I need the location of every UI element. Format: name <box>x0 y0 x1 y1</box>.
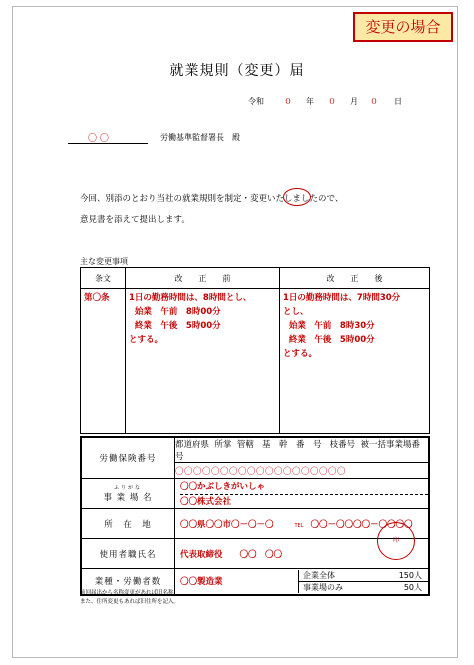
name-label-cell <box>81 479 175 509</box>
body-line-2: 意見書を添えて提出します。 <box>80 215 190 225</box>
industry-label: 業種・労働者数 <box>81 569 175 595</box>
col-after: 改 正 後 <box>280 268 430 289</box>
changes-table <box>80 267 430 434</box>
insurance-label: 労働保険番号 <box>81 437 175 479</box>
industry-value: 〇〇製造業 <box>175 570 299 593</box>
employer-table <box>80 436 430 596</box>
after-cell: 1日の勤務時間は、7時間30分 とし、 始業 午前 8時30分 終業 午後 5時00分 とする。 <box>280 289 430 434</box>
page-title: 就業規則（変更）届 <box>169 63 305 79</box>
henko-circle <box>283 188 311 206</box>
address-label: 所 在 地 <box>81 509 175 539</box>
name-label: 事 業 場 名 <box>103 493 153 503</box>
body-line-1: 今回、別添のとおり当社の就業規則を制定・変更いたしましたので、 <box>80 194 344 204</box>
count-all-value: 150人 <box>377 570 428 582</box>
count-site-value: 50人 <box>403 582 422 592</box>
month-unit: 月 <box>350 97 358 106</box>
col-before: 改 正 前 <box>126 268 280 289</box>
rep-value: 代表取締役 〇〇 〇〇 <box>175 539 430 569</box>
day-value: ０ <box>370 97 378 106</box>
name-cell <box>175 479 430 509</box>
furigana-label: ふりがな <box>113 485 142 491</box>
addressee-name: 〇 〇 <box>88 134 109 144</box>
tel-label: TEL <box>294 522 304 529</box>
before-cell: 1日の勤務時間は、8時間とし、 始業 午前 8時00分 終業 午後 5時00分 とする。 <box>126 289 280 434</box>
insurance-number: 〇〇〇〇〇〇〇〇〇〇〇〇〇〇〇〇〇〇〇 <box>175 463 430 479</box>
changes-section-title: 主な変更事項 <box>80 257 128 266</box>
col-article: 条文 <box>81 268 126 289</box>
day-unit: 日 <box>394 97 402 106</box>
article-cell: 第〇条 <box>81 289 126 434</box>
address-value: 〇〇県〇〇市〇－〇－〇 <box>180 519 274 530</box>
addressee-office: 労働基準監督署長 殿 <box>160 133 240 142</box>
month-value: ０ <box>328 97 336 106</box>
rep-label: 使用者職氏名 <box>81 539 175 569</box>
company-seal: 印 <box>377 522 415 560</box>
footnote <box>80 589 440 607</box>
addressee-underline <box>68 143 148 144</box>
count-all-label: 企業全体 <box>299 570 377 582</box>
count-site-label: 事業場のみ <box>303 582 343 592</box>
furigana-value: 〇〇かぶしきがいしゃ <box>180 480 428 495</box>
change-case-badge: 変更の場合 <box>353 12 453 42</box>
insurance-subheaders: 都道府県 所掌 管轄 基 幹 番 号 枝番号 被一括事業場番号 <box>175 437 430 463</box>
year-value: ０ <box>284 97 292 106</box>
footnote-line-2: また、住所変更もあれば旧住所を記入。 <box>80 599 180 605</box>
year-unit: 年 <box>306 97 314 106</box>
era-label: 令和 <box>248 97 264 106</box>
footnote-line-1: 前回届出から名称変更があれば旧名称 <box>80 590 174 596</box>
tel-value: 〇〇－〇〇〇〇－〇〇〇〇 <box>310 519 413 530</box>
name-value: 〇〇株式会社 <box>180 497 232 507</box>
